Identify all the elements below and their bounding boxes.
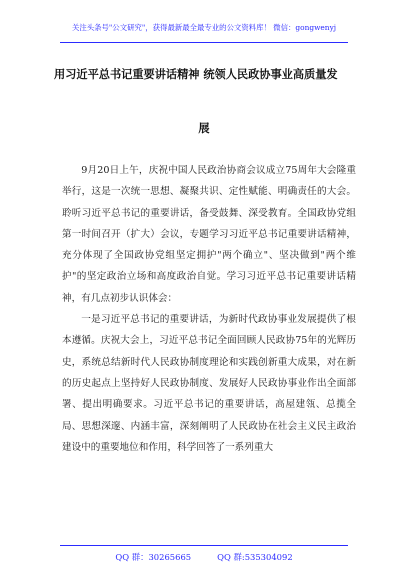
document-body (62, 160, 356, 458)
header-divider (60, 42, 348, 43)
page-footer (0, 551, 408, 563)
document-title-line-2: 展 (198, 122, 210, 135)
body-paragraph-2: 一是习近平总书记的重要讲话，为新时代政协事业发展提供了根本遵循。庆祝大会上，习近平总书记全面回顾人民政协75年的光辉历史，系统总结新时代人民政协制度理论和实践创新重大成果，对在新的历史起点上坚持好人民政协制度、发展好人民政协事业作出全面部署、提出明确要求。习近平总书记的重要讲话，高屋建瓴、总揽全局、思想深邃、内涵丰富，深刻阐明了人民政协在社会主义民主政治建设中的重要地位和作用，科学回答了一系列重大 (62, 314, 356, 453)
footer-qq-group-2: QQ 群:535304092 (217, 552, 293, 562)
footer-divider (60, 545, 348, 546)
body-paragraph-1: 9月20日上午，庆祝中国人民政治协商会议成立75周年大会隆重举行，这是一次统一思想、凝聚共识、定性赋能、明确责任的大会。聆听习近平总书记的重要讲话，备受鼓舞、深受教育。全国政协党组第一时间召开（扩大）会议，专题学习习近平总书记重要讲话精神，充分体现了全国政协党组坚定拥护"两个确立"、坚决做到"两个维护"的坚定政治立场和高度政治自觉。学习习近平总书记重要讲话精神，有几点初步认识体会： (62, 165, 356, 304)
page-header: 关注头条号"公文研究"，获得最新最全最专业的公文资料库！ 微信：gongwenyj (71, 23, 337, 32)
footer-qq-group-1: QQ 群：30265665 (115, 552, 192, 562)
document-title-line-1: 用习近平总书记重要讲话精神 统领人民政协事业高质量发 (54, 68, 338, 81)
